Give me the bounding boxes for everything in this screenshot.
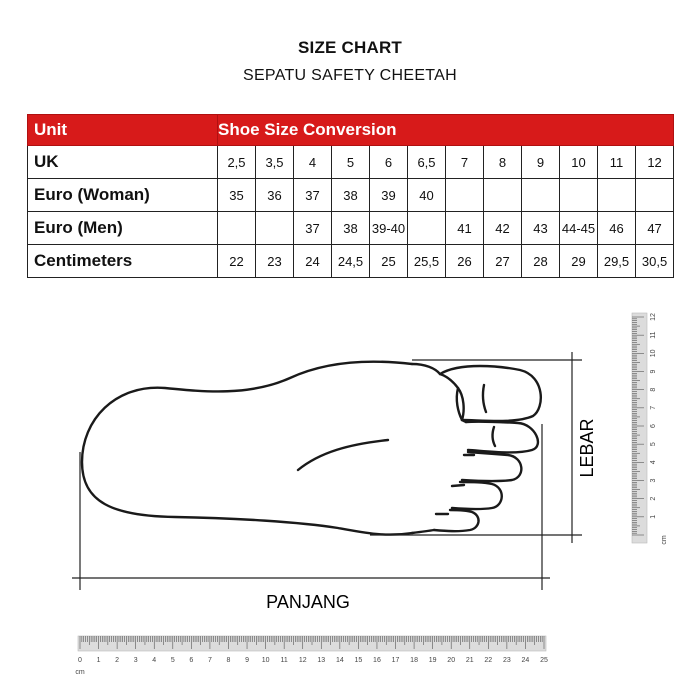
ruler-tick-label: 3 bbox=[133, 657, 138, 664]
ruler-tick-label: 1 bbox=[650, 514, 657, 519]
ruler-tick-label: 25 bbox=[540, 657, 548, 664]
ruler-tick-label: 12 bbox=[298, 657, 307, 664]
ruler-tick-label: 11 bbox=[650, 331, 657, 339]
page-subtitle: SEPATU SAFETY CHEETAH bbox=[242, 67, 458, 84]
table-cell: 36 bbox=[256, 179, 294, 212]
table-cell: 47 bbox=[636, 212, 674, 245]
table-cell: 27 bbox=[484, 245, 522, 278]
ruler-tick-label: 4 bbox=[152, 657, 157, 664]
length-label: PANJANG bbox=[266, 592, 350, 612]
table-cell: 35 bbox=[218, 179, 256, 212]
table-cell: 8 bbox=[484, 146, 522, 179]
table-cell: 40 bbox=[408, 179, 446, 212]
table-cell: 3,5 bbox=[256, 146, 294, 179]
row-label: Euro (Men) bbox=[28, 212, 218, 245]
ruler-tick-label: 10 bbox=[650, 349, 657, 358]
table-cell: 41 bbox=[446, 212, 484, 245]
table-cell: 6,5 bbox=[408, 146, 446, 179]
table-cell: 7 bbox=[446, 146, 484, 179]
ruler-tick-label: 11 bbox=[280, 657, 288, 664]
table-cell: 24,5 bbox=[332, 245, 370, 278]
table-cell: 10 bbox=[560, 146, 598, 179]
row-label: Centimeters bbox=[28, 245, 218, 278]
page-title: SIZE CHART bbox=[298, 38, 402, 57]
big-toe bbox=[440, 366, 541, 421]
table-cell: 12 bbox=[636, 146, 674, 179]
ruler-tick-label: 12 bbox=[650, 313, 657, 321]
ruler-tick-label: 8 bbox=[650, 387, 657, 392]
table-cell: 23 bbox=[256, 245, 294, 278]
ruler-tick-label: 8 bbox=[226, 657, 231, 664]
ruler-tick-label: 13 bbox=[317, 657, 326, 664]
table-cell: 46 bbox=[598, 212, 636, 245]
ruler-tick-label: 0 bbox=[78, 657, 82, 664]
header-shoe-size-conversion: Shoe Size Conversion bbox=[218, 115, 674, 146]
ruler-tick-label: 23 bbox=[502, 657, 511, 664]
ruler-tick-label: 18 bbox=[410, 657, 418, 664]
ruler-tick-label: 7 bbox=[207, 657, 212, 664]
ruler-unit-label: cm bbox=[661, 535, 668, 545]
table-cell: 25 bbox=[370, 245, 408, 278]
table-cell: 9 bbox=[522, 146, 560, 179]
side-ruler bbox=[632, 313, 668, 545]
table-cell: 37 bbox=[294, 212, 332, 245]
table-cell: 39 bbox=[370, 179, 408, 212]
ruler-tick-label: 24 bbox=[521, 657, 530, 664]
ruler-tick-label: 14 bbox=[335, 657, 344, 664]
table-cell: 42 bbox=[484, 212, 522, 245]
table-cell: 39-40 bbox=[370, 212, 408, 245]
table-cell: 29 bbox=[560, 245, 598, 278]
ruler-tick-label: 5 bbox=[170, 657, 175, 664]
ruler-tick-label: 22 bbox=[484, 657, 493, 664]
table-cell: 43 bbox=[522, 212, 560, 245]
table-cell: 11 bbox=[598, 146, 636, 179]
table-cell: 38 bbox=[332, 212, 370, 245]
ruler-tick-label: 21 bbox=[465, 657, 474, 664]
ruler-tick-label: 10 bbox=[261, 657, 270, 664]
ruler-tick-label: 15 bbox=[354, 657, 363, 664]
ruler-tick-label: 16 bbox=[373, 657, 381, 664]
ruler-tick-label: 2 bbox=[115, 657, 120, 664]
row-label: Euro (Woman) bbox=[28, 179, 218, 212]
table-cell: 2,5 bbox=[218, 146, 256, 179]
table-cell: 44-45 bbox=[560, 212, 598, 245]
ruler-tick-label: 3 bbox=[650, 478, 657, 483]
row-label: UK bbox=[28, 146, 218, 179]
ruler-tick-label: 4 bbox=[650, 460, 657, 465]
table-cell: 37 bbox=[294, 179, 332, 212]
ruler-tick-label: 1 bbox=[96, 657, 101, 664]
width-label: LEBAR bbox=[577, 418, 597, 478]
table-cell: 6 bbox=[370, 146, 408, 179]
second-toe bbox=[466, 422, 538, 453]
ruler-tick-label: 6 bbox=[189, 657, 194, 664]
table-cell: 5 bbox=[332, 146, 370, 179]
ruler-tick-label: 9 bbox=[650, 369, 657, 374]
ruler-tick-label: 7 bbox=[650, 405, 657, 410]
ruler-tick-label: 5 bbox=[650, 442, 657, 447]
table-cell: 26 bbox=[446, 245, 484, 278]
table-cell: 28 bbox=[522, 245, 560, 278]
header-unit: Unit bbox=[28, 115, 218, 146]
foot-outline bbox=[82, 362, 412, 535]
ruler-tick-label: 20 bbox=[447, 657, 456, 664]
ruler-tick-label: 19 bbox=[428, 657, 437, 664]
table-cell: 22 bbox=[218, 245, 256, 278]
table-cell: 25,5 bbox=[408, 245, 446, 278]
arch-line bbox=[298, 440, 388, 470]
table-cell: 38 bbox=[332, 179, 370, 212]
ruler-tick-label: 9 bbox=[245, 657, 249, 664]
table-cell: 30,5 bbox=[636, 245, 674, 278]
ruler-tick-label: 6 bbox=[650, 424, 657, 428]
third-toe bbox=[462, 452, 521, 481]
bottom-ruler bbox=[75, 636, 548, 676]
ruler-unit-label: cm bbox=[75, 669, 85, 676]
table-cell: 29,5 bbox=[598, 245, 636, 278]
table-cell: 24 bbox=[294, 245, 332, 278]
table-cell: 4 bbox=[294, 146, 332, 179]
ruler-tick-label: 2 bbox=[650, 496, 657, 501]
ruler-tick-label: 17 bbox=[391, 657, 400, 664]
